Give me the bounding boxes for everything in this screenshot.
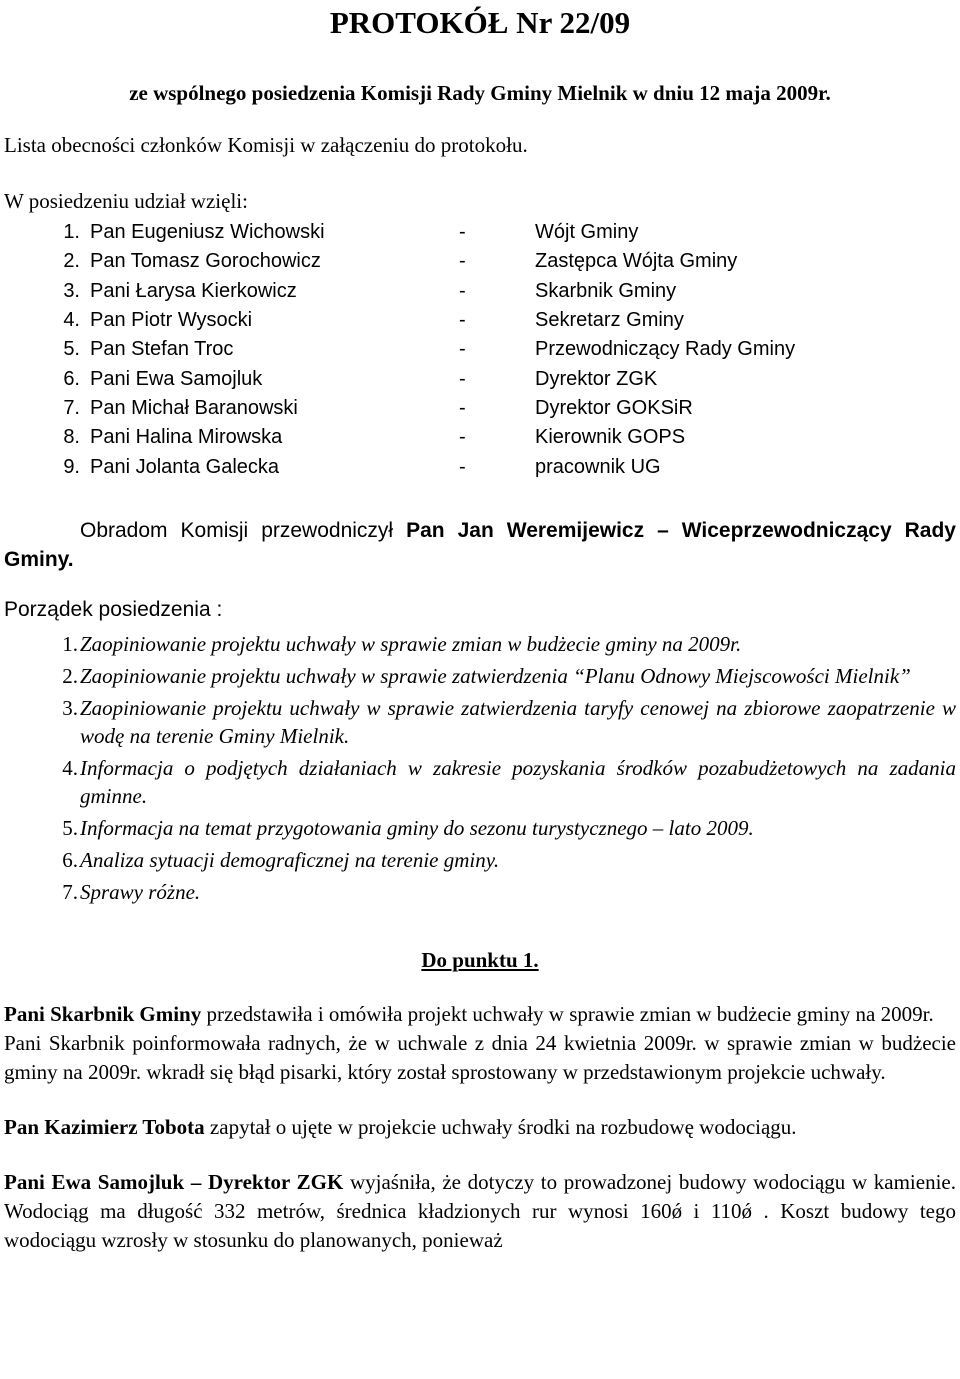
participants-header: W posiedzeniu udział wzięli: — [4, 189, 248, 213]
participant-number: 7. — [63, 396, 80, 419]
agenda-number: 3. — [62, 695, 78, 720]
participant-name: Pani Halina Mirowska — [90, 426, 283, 449]
participant-dash: - — [459, 279, 466, 302]
document-page — [4, 0, 956, 1255]
agenda-text: Analiza sytuacji demograficznej na terenie gminy. — [80, 847, 500, 872]
participant-row — [4, 452, 956, 481]
agenda-item — [4, 694, 956, 750]
participant-number: 1. — [63, 221, 80, 244]
agenda-item — [4, 662, 956, 690]
participant-role: Dyrektor ZGK — [535, 367, 658, 390]
participant-row — [4, 247, 956, 276]
paragraph-skarbnik-info: Pani Skarbnik poinformowała radnych, że w uchwale z dnia 24 kwietnia 2009r. w sprawie zmian w budżecie gminy na 2009r. wkradł się błąd pisarki, który został sprostowany w przedstawionym projekcie uchwały. — [4, 1030, 956, 1084]
participant-row — [4, 335, 956, 364]
agenda-text: Zaopiniowanie projektu uchwały w sprawie zatwierdzenia taryfy cenowej na zbiorowe zaopatrzenie w wodę na terenie Gminy Mielnik. — [80, 695, 956, 748]
speaker-name: Pan Kazimierz Tobota — [4, 1114, 205, 1139]
participant-name: Pan Michał Baranowski — [90, 396, 298, 419]
agenda-item — [4, 754, 956, 810]
agenda-number: 6. — [62, 847, 78, 872]
agenda-number: 2. — [62, 663, 78, 688]
participant-role: Przewodniczący Rady Gminy — [535, 338, 796, 361]
participant-name: Pani Ewa Samojluk — [90, 367, 263, 390]
paragraph-text: wyjaśniła, że dotyczy to prowadzonej budowy wodociągu w kamienie. Wodociąg ma długość 332 metrów, średnica kładzionych rur wynosi 160ǿ i 110ǿ . Koszt budowy tego wodociągu wzrosły w stosunku do planowanych, ponieważ — [4, 1169, 956, 1252]
participant-name: Pan Tomasz Gorochowicz — [90, 250, 321, 273]
participant-role: pracownik UG — [535, 455, 661, 478]
participant-dash: - — [459, 426, 466, 449]
attendance-note: Lista obecności członków Komisji w załączeniu do protokołu. — [4, 133, 528, 157]
agenda-header: Porządek posiedzenia : — [4, 597, 223, 621]
participant-role: Kierownik GOPS — [535, 426, 686, 449]
participant-dash: - — [459, 221, 466, 244]
participants-list — [4, 218, 956, 482]
participant-role: Zastępca Wójta Gminy — [535, 250, 738, 273]
agenda-number: 4. — [62, 755, 78, 780]
agenda-number: 1. — [62, 631, 78, 656]
agenda-item — [4, 630, 956, 658]
participant-role: Skarbnik Gminy — [535, 279, 677, 302]
participant-number: 4. — [63, 309, 80, 332]
agenda-number: 5. — [62, 815, 78, 840]
agenda-item — [4, 846, 956, 874]
participant-number: 6. — [63, 367, 80, 390]
agenda-item — [4, 878, 956, 906]
agenda-text: Sprawy różne. — [80, 879, 201, 904]
participant-dash: - — [459, 367, 466, 390]
chair-name: Pan Jan Weremijewicz – Wiceprzewodniczący Rady Gminy. — [4, 518, 956, 571]
participant-number: 8. — [63, 426, 80, 449]
agenda-item — [4, 814, 956, 842]
agenda-text: Zaopiniowanie projektu uchwały w sprawie zmian w budżecie gminy na 2009r. — [80, 631, 742, 656]
participant-name: Pan Piotr Wysocki — [90, 309, 253, 332]
agenda-text: Zaopiniowanie projektu uchwały w sprawie zatwierdzenia “Planu Odnowy Miejscowości Mielnik” — [80, 663, 911, 688]
participant-name: Pani Jolanta Galecka — [90, 455, 280, 478]
participant-row — [4, 394, 956, 423]
agenda-text: Informacja o podjętych działaniach w zakresie pozyskania środków pozabudżetowych na zadania gminne. — [80, 755, 956, 808]
participant-role: Wójt Gminy — [535, 221, 639, 244]
participant-dash: - — [459, 455, 466, 478]
participant-dash: - — [459, 309, 466, 332]
participant-number: 9. — [63, 455, 80, 478]
paragraph-samojluk — [4, 1168, 956, 1255]
participant-role: Sekretarz Gminy — [535, 309, 684, 332]
participant-row — [4, 364, 956, 393]
participant-number: 3. — [63, 279, 80, 302]
participant-name: Pan Eugeniusz Wichowski — [90, 221, 325, 244]
participant-number: 2. — [63, 250, 80, 273]
participant-dash: - — [459, 396, 466, 419]
chair-prefix: Obradom Komisji przewodniczył — [80, 518, 407, 542]
paragraph-tobota — [4, 1113, 956, 1142]
section-heading: Do punktu 1. — [421, 947, 539, 972]
participant-name: Pani Łarysa Kierkowicz — [90, 279, 297, 302]
participant-role: Dyrektor GOKSiR — [535, 396, 693, 419]
participant-dash: - — [459, 338, 466, 361]
paragraph-skarbnik-intro — [4, 1000, 956, 1029]
participant-row — [4, 277, 956, 306]
participant-name: Pan Stefan Troc — [90, 338, 234, 361]
participant-row — [4, 218, 956, 247]
speaker-name: Pani Skarbnik Gminy — [4, 1001, 202, 1026]
agenda-text: Informacja na temat przygotowania gminy do sezonu turystycznego – lato 2009. — [80, 815, 754, 840]
document-title: PROTOKÓŁ Nr 22/09 — [329, 5, 631, 40]
paragraph-text: zapytał o ujęte w projekcie uchwały środki na rozbudowę wodociągu. — [204, 1114, 797, 1139]
chair-statement — [4, 516, 956, 574]
document-subtitle: ze wspólnego posiedzenia Komisji Rady Gminy Mielnik w dniu 12 maja 2009r. — [129, 81, 831, 105]
speaker-name: Pani Ewa Samojluk – Dyrektor ZGK — [4, 1169, 344, 1194]
participant-row — [4, 423, 956, 452]
agenda-number: 7. — [62, 879, 78, 904]
agenda-list — [4, 630, 956, 906]
participant-number: 5. — [63, 338, 80, 361]
participant-dash: - — [459, 250, 466, 273]
paragraph-text: przedstawiła i omówiła projekt uchwały w sprawie zmian w budżecie gminy na 2009r. — [201, 1001, 934, 1026]
participant-row — [4, 306, 956, 335]
